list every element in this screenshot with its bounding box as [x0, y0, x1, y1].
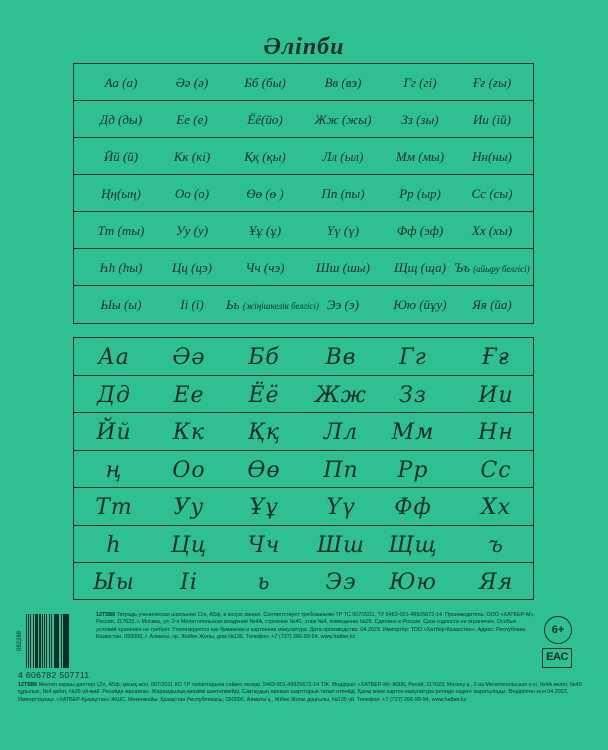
print-letter: Ыы (ы)	[100, 297, 142, 312]
cursive-letter: Ёё	[248, 382, 280, 408]
cursive-letter: Йй	[96, 420, 132, 445]
print-letter-cell	[304, 249, 382, 286]
cursive-letter: Ии	[478, 382, 514, 408]
print-letter: Кк (кі)	[173, 149, 211, 164]
print-letter-cell	[453, 212, 531, 249]
cursive-letter: Нн	[478, 420, 514, 445]
print-letter: Ңң(ың)	[101, 186, 141, 201]
print-letter-cell	[153, 64, 231, 101]
cursive-letter: Цц	[170, 532, 208, 558]
eac-mark-icon: EAC	[542, 648, 572, 668]
print-letter: Зз (зы)	[401, 112, 439, 127]
print-letter-cell	[226, 64, 304, 101]
print-letter-cell	[226, 249, 304, 286]
barcode-bars	[26, 614, 86, 668]
cursive-letter: Бб	[248, 345, 280, 370]
cursive-letter: Лл	[323, 420, 359, 445]
cursive-row	[74, 526, 533, 564]
cursive-letter: Яя	[478, 570, 514, 595]
print-letter-cell	[82, 101, 160, 138]
print-letter: Тт (ты)	[97, 223, 145, 238]
print-letter: Ёё(йо)	[247, 112, 283, 127]
print-row	[74, 249, 533, 286]
print-row	[74, 286, 533, 323]
print-letter: Өө (ө )	[246, 186, 284, 201]
cursive-letter: Сс	[480, 457, 512, 483]
print-letter-cell	[153, 138, 231, 175]
print-letter: Уу (у)	[175, 223, 209, 238]
print-letter-cell	[453, 175, 531, 212]
footer-description-kz: Мектеп оқушы дәптері 12л, А5ф, қисық жол. 007/2011 КО ТР талаптарына сәйкес келеді. 5463-001-49925672-14 ТЖ. Өндіруші: «ХАТБЕР-М» ЖШҚ, Ресей, 117623, Мәскеу қ., 2-ші Мелитопольская к-сі, №4А иелігі, №40 құрылыс, №4 қабат, №26 үй-жай. Ресейде жасалған. Жарамдылық мерзімі шектелмейді. Сақтаудың ерекше шарттарын талап етпейді. Қағаз және картон макулатура ретінде кәдеге жаратылады. Өндірілген күні 04.2023. Импорттаушы: «ХАТБЕР-Қазақстан» ЖШС. Мекенжайы: Қазақстан Республикасы, 050000, Алматы қ., Жібек Жолы даңғылы, №135 үй. Телефон: +7 (727) 266-99-94, www.hatber.kz	[18, 682, 582, 703]
print-letter-cell	[82, 212, 160, 249]
print-letter-cell	[226, 175, 304, 212]
print-letter-cell	[153, 286, 231, 323]
print-letter: Гг (гі)	[403, 75, 437, 90]
print-letter-note: (жіңішкелік белгісі)	[242, 301, 319, 311]
footer-text-kz	[18, 682, 590, 704]
print-letter: Ъъ	[454, 260, 470, 275]
print-letter-cell	[226, 212, 304, 249]
cursive-letter: Кк	[172, 420, 206, 445]
print-row	[74, 138, 533, 175]
print-letter: Іі (і)	[180, 297, 204, 312]
print-letter-cell	[453, 138, 531, 175]
print-letter: Лл (ыл)	[322, 149, 364, 164]
print-letter: Щщ (ща)	[394, 260, 446, 275]
cursive-letter: Рр	[397, 457, 429, 483]
cursive-row	[74, 563, 533, 601]
print-letter: Фф (эф)	[396, 223, 444, 238]
barcode-number: 4 606782 507711	[18, 670, 90, 680]
cursive-letter: Зз	[399, 382, 427, 408]
cursive-letter: Мм	[391, 420, 435, 445]
cursive-row	[74, 338, 533, 376]
cursive-letter: Ққ	[247, 420, 281, 445]
print-letter-cell	[304, 286, 382, 323]
print-letter-cell	[304, 101, 382, 138]
print-alphabet-table	[73, 63, 534, 324]
print-letter: Хх (хы)	[471, 223, 513, 238]
print-letter: Ее (е)	[176, 112, 208, 127]
print-row	[74, 212, 533, 249]
cursive-letter: Вв	[325, 345, 357, 370]
footer-description-ru: Тетрадь ученическая школьная 12л, А5ф, в косую линию. Соответствует требованиям ТР ТС 007/2011, ТУ 5463-001-49925672-14. Производитель: ООО «ХАТБЕР-М», Россия, 117623, г. Москва, ул. 2-я Мелитопольская владение №4А, строение №40, этаж №4, помещение №26. Сделано в России. Срок годности не ограничен. Особых условий хранения не требует. Утилизируется как бумажная и картонная макулатура. Дата производства: 04.2023. Импортёр: ТОО «Хатбер-Казахстан». Адрес: Республика Казахстан, 050000, г. Алматы, пр. Жибек Жолы, дом №135. Телефон: +7 (727) 266-99-94, www.hatber.kz	[96, 612, 536, 640]
print-letter-cell	[304, 175, 382, 212]
print-letter-cell	[453, 249, 531, 286]
print-letter-cell	[82, 249, 160, 286]
print-letter: Сс (сы)	[471, 186, 513, 201]
barcode-side-code: 082288	[17, 630, 24, 652]
cursive-letter: Гг	[399, 345, 427, 370]
cursive-letter: ң	[105, 457, 123, 483]
print-letter: Рр (ыр)	[399, 186, 441, 201]
cursive-letter: Әә	[172, 345, 206, 370]
cursive-letter: Хх	[480, 495, 512, 520]
print-letter: Ұұ (ұ)	[248, 223, 282, 238]
cursive-letter: Дд	[97, 382, 131, 408]
cursive-letter: ь	[257, 570, 271, 595]
print-letter: Жж (жы)	[314, 112, 372, 127]
cursive-row	[74, 413, 533, 451]
print-letter: Вв (вэ)	[324, 75, 362, 90]
print-letter-cell	[381, 138, 459, 175]
cursive-letter: Оо	[172, 457, 206, 483]
print-letter: Яя (йа)	[472, 297, 512, 312]
cursive-letter: h	[106, 532, 122, 558]
cursive-letter: Ее	[173, 382, 205, 408]
print-letter: Ққ (қы)	[244, 149, 286, 164]
print-letter-cell	[453, 64, 531, 101]
print-letter-cell	[381, 286, 459, 323]
print-letter: Пп (пы)	[321, 186, 365, 201]
print-letter: Ии (ій)	[473, 112, 511, 127]
print-letter-cell	[381, 101, 459, 138]
cursive-row	[74, 451, 533, 489]
barcode	[18, 614, 88, 682]
print-row	[74, 101, 533, 138]
cursive-letter: Ғғ	[482, 345, 510, 370]
cursive-letter: Іі	[180, 570, 198, 595]
print-letter-note: (айыру белгісі)	[473, 264, 530, 274]
cursive-alphabet-table	[73, 337, 534, 600]
print-letter-cell	[82, 286, 160, 323]
cursive-row	[74, 488, 533, 526]
cursive-letter: Чч	[247, 532, 281, 558]
print-letter: Үү (ү)	[326, 223, 360, 238]
cursive-letter: Үү	[326, 495, 356, 520]
print-letter: Әә (ә)	[175, 75, 209, 90]
print-letter: Цц (цэ)	[171, 260, 213, 275]
print-letter: Ғғ (ғы)	[472, 75, 512, 90]
cursive-letter: Юю	[389, 570, 437, 595]
print-letter-cell	[153, 249, 231, 286]
print-letter: Чч (чэ)	[245, 260, 285, 275]
print-letter-cell	[82, 138, 160, 175]
print-letter-cell	[153, 212, 231, 249]
cursive-letter: Уу	[173, 495, 205, 520]
print-letter-cell	[381, 175, 459, 212]
cursive-letter: Ыы	[93, 570, 135, 595]
product-code-kz: 12Т5В6	[18, 682, 38, 688]
age-rating-badge: 6+	[544, 616, 572, 644]
print-letter: Йй (й)	[103, 149, 139, 164]
print-letter: Оо (о)	[174, 186, 210, 201]
print-letter-cell	[82, 175, 160, 212]
product-code: 12Т5В6	[96, 612, 116, 618]
print-letter: Мм (мы)	[395, 149, 445, 164]
cursive-letter: ъ	[488, 532, 504, 558]
footer	[18, 612, 590, 734]
print-letter: Дд (ды)	[99, 112, 143, 127]
cursive-letter: Өө	[247, 457, 281, 483]
print-letter: Нн(ны)	[472, 149, 512, 164]
cursive-letter: Щщ	[388, 532, 438, 558]
print-letter-cell	[153, 101, 231, 138]
cursive-letter: Пп	[323, 457, 359, 483]
print-letter: Юю (йұу)	[393, 297, 447, 312]
print-letter-cell	[304, 212, 382, 249]
print-letter: Ьь	[226, 297, 240, 312]
print-row	[74, 175, 533, 212]
print-letter-cell	[226, 286, 319, 323]
footer-text-ru	[96, 612, 536, 641]
print-letter-cell	[153, 175, 231, 212]
cursive-letter: Тт	[95, 495, 133, 520]
cursive-letter: Аа	[98, 345, 130, 370]
print-letter-cell	[304, 138, 382, 175]
cursive-letter: Шш	[317, 532, 365, 558]
cursive-letter: Жж	[315, 382, 367, 408]
print-letter-cell	[304, 64, 382, 101]
print-letter-cell	[226, 138, 304, 175]
print-letter: Бб (бы)	[244, 75, 286, 90]
cursive-row	[74, 376, 533, 414]
print-letter-cell	[453, 286, 531, 323]
print-letter-cell	[226, 101, 304, 138]
cursive-letter: Фф	[394, 495, 432, 520]
page-title: Әліпби	[263, 34, 345, 60]
print-letter-cell	[381, 212, 459, 249]
print-letter-cell	[82, 64, 160, 101]
print-letter-cell	[381, 64, 459, 101]
print-letter: Һһ (һы)	[99, 260, 143, 275]
print-letter-cell	[381, 249, 459, 286]
print-letter: Аа (а)	[104, 75, 138, 90]
print-letter-cell	[453, 101, 531, 138]
print-letter: Шш (шы)	[316, 260, 370, 275]
print-letter: Ээ (э)	[327, 297, 359, 312]
cursive-letter: Ұұ	[249, 495, 279, 520]
print-row	[74, 64, 533, 101]
cursive-letter: Ээ	[325, 570, 357, 595]
